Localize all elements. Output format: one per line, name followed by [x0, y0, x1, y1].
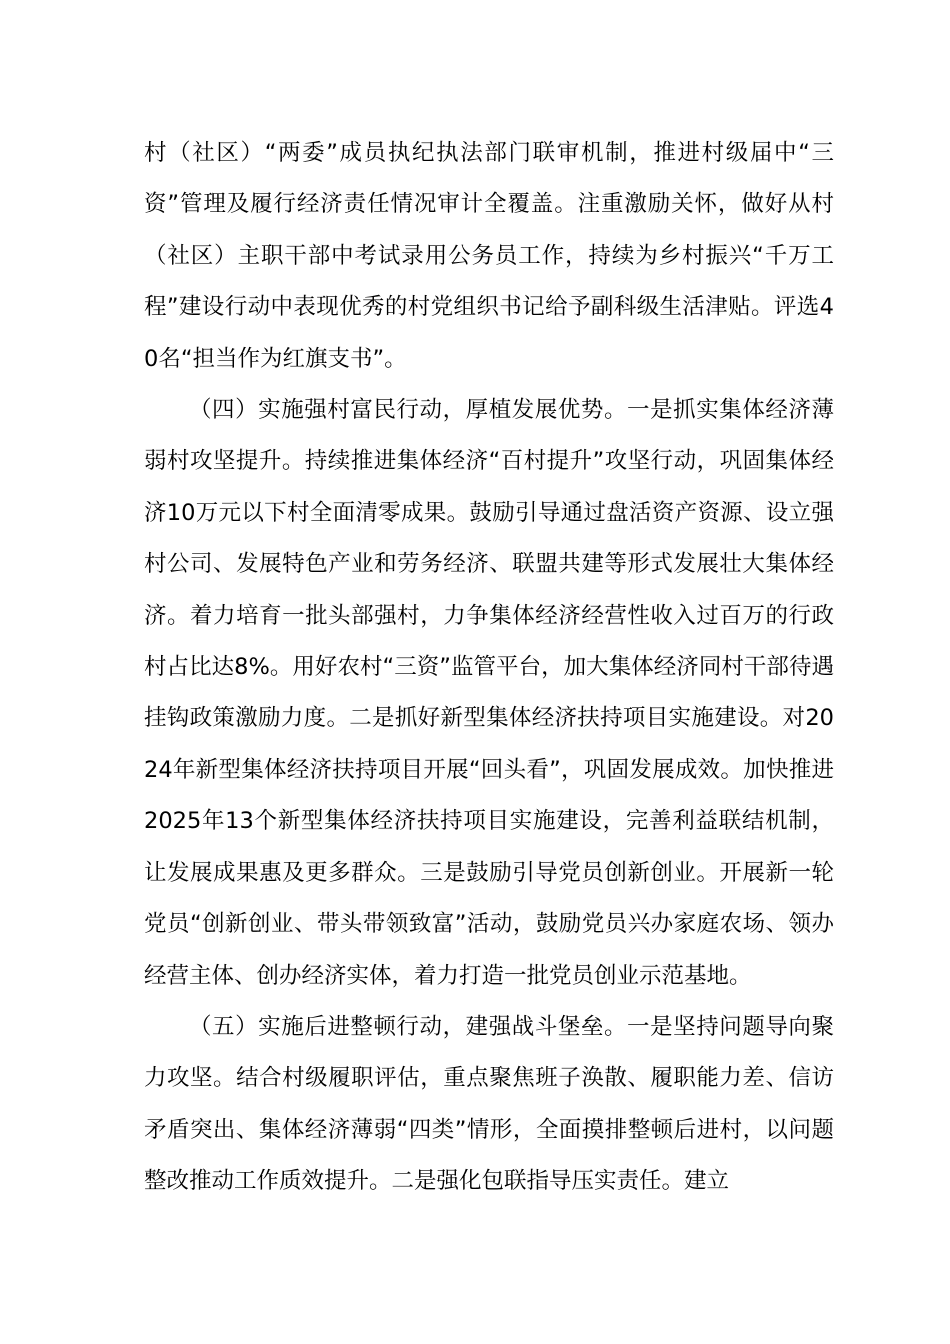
paragraph-rectification-action: （五）实施后进整顿行动，建强战斗堡垒。一是坚持问题导向聚力攻坚。结合村级履职评估，重点聚焦班子涣散、履职能力差、信访矛盾突出、集体经济薄弱“四类”情形，全面摸排整顿后进村，以问题整改推动工作质效提升。二是强化包联指导压实责任。建立: [144, 1013, 834, 1195]
document-body: [144, 128, 834, 1208]
paragraph-strong-village-action: （四）实施强村富民行动，厚植发展优势。一是抓实集体经济薄弱村攻坚提升。持续推进集体经济“百村提升”攻坚行动，巩固集体经济10万元以下村全面清零成果。鼓励引导通过盘活资产资源、设立强村公司、发展特色产业和劳务经济、联盟共建等形式发展壮大集体经济。着力培育一批头部强村，力争集体经济经营性收入过百万的行政村占比达8%。用好农村“三资”监管平台，加大集体经济同村干部待遇挂钩政策激励力度。二是抓好新型集体经济扶持项目实施建设。对2024年新型集体经济扶持项目开展“回头看”，巩固发展成效。加快推进2025年13个新型集体经济扶持项目实施建设，完善利益联结机制，让发展成果惠及更多群众。三是鼓励引导党员创新创业。开展新一轮党员“创新创业、带头带领致富”活动，鼓励党员兴办家庭农场、领办经营主体、创办经济实体，着力打造一批党员创业示范基地。: [144, 397, 834, 989]
paragraph-village-committee-review: 村（社区）“两委”成员执纪执法部门联审机制，推进村级届中“三资”管理及履行经济责任情况审计全覆盖。注重激励关怀，做好从村（社区）主职干部中考试录用公务员工作，持续为乡村振兴“千万工程”建设行动中表现优秀的村党组织书记给予副科级生活津贴。评选40名“担当作为红旗支书”。: [144, 140, 834, 372]
